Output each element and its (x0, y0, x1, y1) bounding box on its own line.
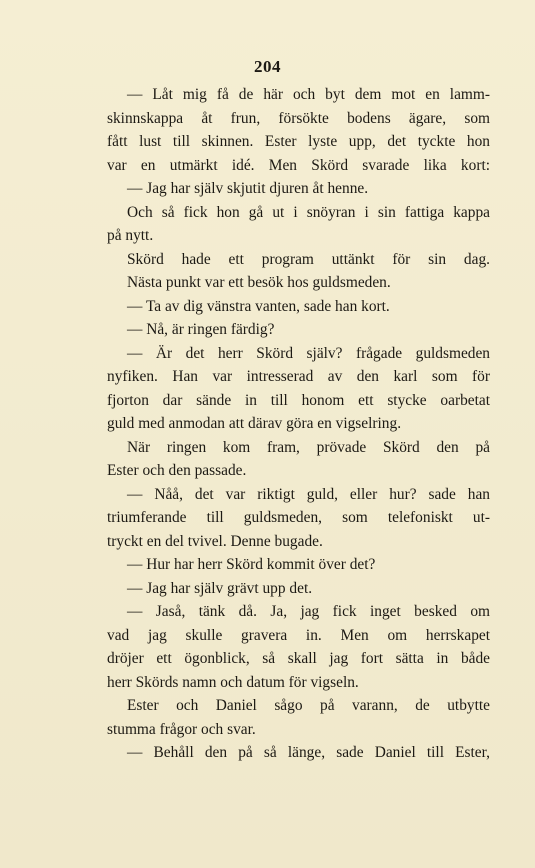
page-number: 204 (254, 57, 281, 76)
text-line: — Nå, är ringen färdig? (127, 321, 275, 338)
text-line: Ester och den passade. (107, 462, 247, 479)
text-line: fjorton dar sände in till honom ett stycke oarbetat (107, 391, 490, 409)
text-line: — Jag har själv skjutit djuren åt henne. (127, 180, 369, 197)
text-line: nyfiken. Han var intresserad av den karl som för (107, 368, 490, 385)
text-line: guld med anmodan att därav göra en vigselring. (107, 415, 402, 432)
text-line: tryckt en del tvivel. Denne bugade. (107, 532, 323, 550)
text-line: — Är det herr Skörd själv? frågade guldsmeden (127, 344, 490, 362)
text-line: herr Skörds namn och datum för vigseln. (107, 673, 359, 691)
text-line: — Hur har herr Skörd kommit över det? (127, 556, 376, 573)
text-line: Och så fick hon gå ut i snöyran i sin fattiga kappa (127, 203, 490, 221)
text-line: Skörd hade ett program uttänkt för sin dag. (127, 250, 490, 268)
text-line: — Jag har själv grävt upp det. (127, 579, 313, 597)
text-line: triumferande till guldsmeden, som telefoniskt ut- (107, 509, 490, 526)
text-line: — Behåll den på så länge, sade Daniel till Ester, (127, 744, 490, 761)
text-line: vad jag skulle gravera in. Men om herrskapet (107, 626, 490, 644)
text-line: — Jaså, tänk då. Ja, jag fick inget besked om (127, 603, 490, 620)
text-line: Ester och Daniel sågo på varann, de utbytte (127, 697, 490, 714)
body-text (107, 83, 490, 765)
text-line: fått lust till skinnen. Ester lyste upp, det tyckte hon (107, 133, 490, 150)
text-line: Nästa punkt var ett besök hos guldsmeden. (127, 274, 391, 291)
text-line: När ringen kom fram, prövade Skörd den på (127, 438, 490, 456)
text-line: dröjer ett ögonblick, så skall jag fort sätta in både (107, 650, 490, 667)
text-line: — Nåå, det var riktigt guld, eller hur? sade han (127, 485, 490, 503)
text-line: skinnskappa åt frun, försökte bodens ägare, som (107, 109, 490, 127)
text-line: på nytt. (107, 227, 154, 244)
text-line: — Låt mig få de här och byt dem mot en lamm- (127, 86, 490, 103)
text-line: var en utmärkt idé. Men Skörd svarade lika kort: (107, 156, 490, 174)
text-line: stumma frågor och svar. (107, 720, 256, 738)
text-line: — Ta av dig vänstra vanten, sade han kort. (127, 297, 390, 315)
